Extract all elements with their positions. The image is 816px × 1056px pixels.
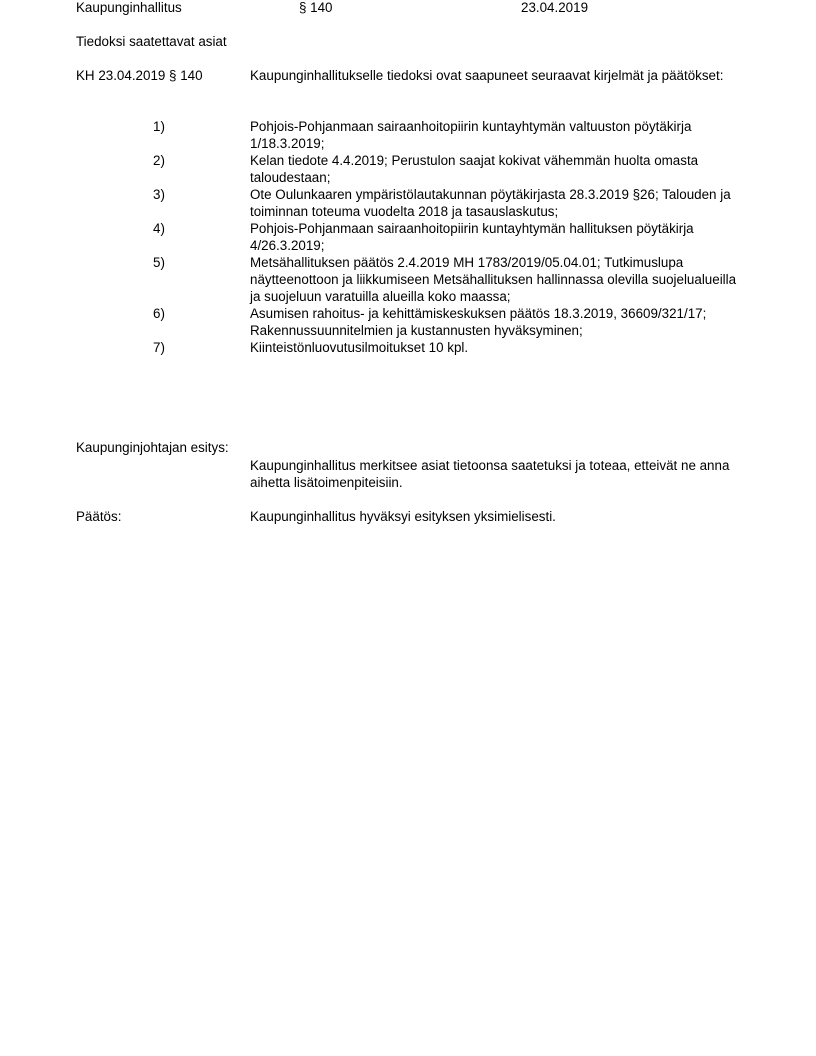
list-item (0, 118, 816, 152)
intro-text: Kaupunginhallitukselle tiedoksi ovat saapuneet seuraavat kirjelmät ja päätökset: (250, 68, 724, 83)
item-number: 3) (153, 187, 165, 202)
header-section-number: § 140 (299, 0, 333, 15)
list-item (0, 220, 816, 254)
proposal-label: Kaupunginjohtajan esitys: (76, 440, 229, 455)
header-organization: Kaupunginhallitus (76, 0, 182, 15)
item-number: 7) (153, 340, 165, 355)
subject-title: Tiedoksi saatettavat asiat (76, 34, 227, 49)
decision-label: Päätös: (76, 509, 122, 524)
item-number: 5) (153, 255, 165, 270)
header-date: 23.04.2019 (521, 0, 589, 15)
item-text: Pohjois-Pohjanmaan sairaanhoitopiirin kuntayhtymän hallituksen pöytäkirja 4/26.3.2019; (250, 221, 694, 253)
list-item (0, 254, 816, 305)
item-text: Ote Oulunkaaren ympäristölautakunnan pöytäkirjasta 28.3.2019 §26; Talouden ja toiminnan toteuma vuodelta 2018 ja tasauslaskutus; (250, 187, 731, 219)
proposal-text: Kaupunginhallitus merkitsee asiat tietoonsa saatetuksi ja toteaa, etteivät ne anna aihetta lisätoimenpiteisiin. (250, 458, 730, 490)
item-text: Kelan tiedote 4.4.2019; Perustulon saajat kokivat vähemmän huolta omasta taloudestaan; (250, 153, 699, 185)
item-text: Pohjois-Pohjanmaan sairaanhoitopiirin kuntayhtymän valtuuston pöytäkirja 1/18.3.2019; (250, 119, 692, 151)
item-text: Metsähallituksen päätös 2.4.2019 MH 1783/2019/05.04.01; Tutkimuslupa näytteenottoon ja liikkumiseen Metsähallituksen hallinnassa olevilla suojelualueilla ja suojeluun varatuilla alueilla koko maassa; (250, 255, 737, 304)
item-text: Asumisen rahoitus- ja kehittämiskeskuksen päätös 18.3.2019, 36609/321/17; Rakennussuunnitelmien ja kustannusten hyväksyminen; (250, 306, 707, 338)
list-item (0, 152, 816, 186)
items-list (0, 118, 816, 356)
item-number: 6) (153, 306, 165, 321)
item-number: 1) (153, 119, 165, 134)
item-number: 4) (153, 221, 165, 236)
list-item (0, 339, 816, 356)
item-number: 2) (153, 153, 165, 168)
meeting-reference: KH 23.04.2019 § 140 (76, 68, 203, 83)
list-item (0, 305, 816, 339)
list-item (0, 186, 816, 220)
item-text: Kiinteistönluovutusilmoitukset 10 kpl. (250, 340, 469, 355)
decision-text: Kaupunginhallitus hyväksyi esityksen yksimielisesti. (250, 509, 556, 524)
